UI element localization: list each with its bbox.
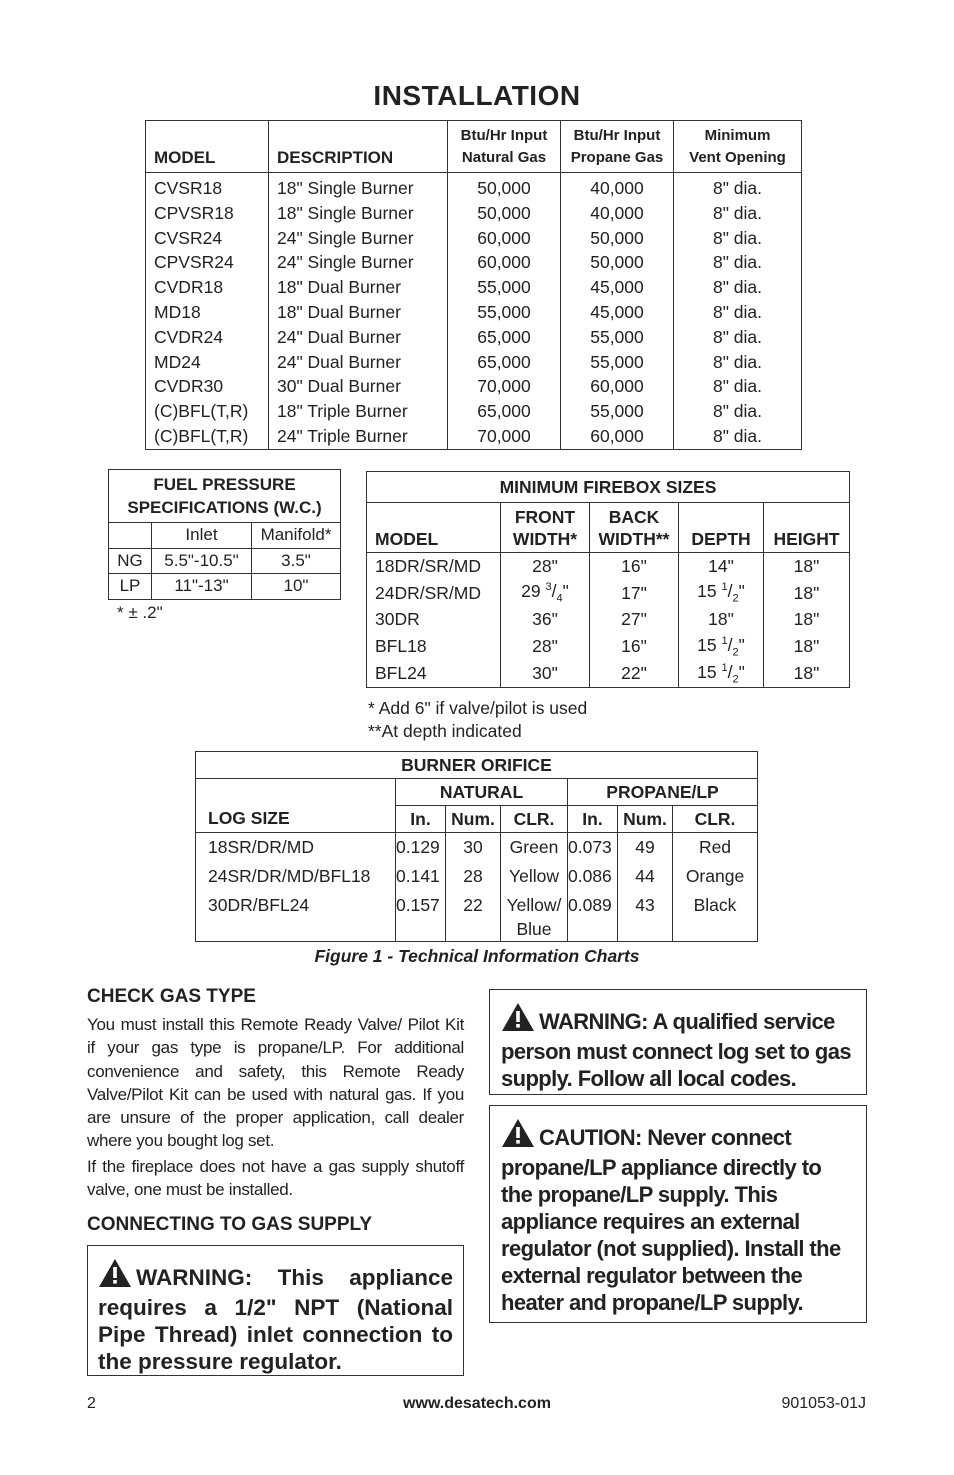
fraction-slash: /	[727, 635, 733, 656]
nat-num-cell: 22	[446, 891, 501, 942]
vent-cell: 8" dia.	[674, 250, 802, 275]
model-cell: MD18	[154, 301, 201, 322]
col-description: DESCRIPTION	[269, 121, 448, 173]
nat-clr-cell	[501, 891, 568, 942]
log-size-cell: 30DR/BFL24	[208, 895, 310, 915]
description-cell: 30" Dual Burner	[269, 374, 448, 399]
fraction-slash: /	[727, 581, 733, 602]
depth-cell	[679, 633, 764, 660]
table-row	[146, 275, 802, 300]
nat-clr-cell: Yellow	[501, 862, 568, 891]
inlet-cell: 11"-13"	[152, 574, 252, 600]
height-cell: 18"	[764, 553, 850, 580]
model-cell: (C)BFL(T,R)	[154, 425, 249, 446]
log-size-cell: 24SR/DR/MD/BFL18	[208, 866, 371, 886]
btu-natural-cell: 65,000	[448, 350, 561, 375]
col-depth: DEPTH	[679, 503, 764, 553]
table-row	[146, 325, 802, 350]
inlet-cell: 5.5"-10.5"	[152, 548, 252, 574]
description-cell: 24" Dual Burner	[269, 350, 448, 375]
depth-cell: 14"	[679, 553, 764, 580]
fuel-note: * ± .2"	[117, 603, 163, 622]
front-width-cell: 36"	[501, 607, 590, 634]
manifold-cell: 10"	[252, 574, 341, 600]
burner-orifice-table	[195, 751, 758, 942]
front-width-cell	[501, 580, 590, 607]
col-front-width: FRONT WIDTH*	[501, 503, 590, 553]
propane-caution-box	[489, 1105, 867, 1323]
description-cell: 18" Single Burner	[269, 173, 448, 201]
table-row	[367, 607, 850, 634]
back-width-cell: 22"	[590, 660, 679, 687]
fraction-numerator: 1	[721, 581, 728, 594]
description-cell: 24" Single Burner	[269, 250, 448, 275]
btu-natural-cell: 65,000	[448, 325, 561, 350]
check-gas-para-2: If the fireplace does not have a gas supply shutoff valve, one must be installed.	[87, 1157, 464, 1200]
fb-model-cell: 24DR/SR/MD	[375, 582, 481, 603]
log-size-cell: 18SR/DR/MD	[208, 837, 314, 857]
height-cell: 18"	[764, 607, 850, 634]
figure-caption: Figure 1 - Technical Information Charts	[314, 946, 640, 966]
model-cell: MD24	[154, 351, 201, 372]
description-cell: 24" Single Burner	[269, 226, 448, 251]
document-number: 901053-01J	[781, 1395, 866, 1412]
btu-propane-cell: 55,000	[561, 399, 674, 424]
col-inlet: Inlet	[152, 523, 252, 549]
inch-mark: "	[738, 635, 745, 656]
propane-caution-text: CAUTION: Never connect propane/LP appliance directly to the propane/LP supply. This appliance requires an external regulator (not supplied). Install the external regulator between the heater and propane/LP supply.	[501, 1125, 841, 1315]
fraction-denominator: 2	[732, 673, 739, 686]
btu-propane-cell: 45,000	[561, 275, 674, 300]
table-row	[146, 173, 802, 201]
nat-num-cell: 28	[446, 862, 501, 891]
col-fb-model: MODEL	[367, 503, 501, 553]
btu-propane-cell: 55,000	[561, 325, 674, 350]
clr-line-2: Blue	[516, 919, 552, 939]
inch-mark: "	[738, 581, 745, 602]
front-width-cell: 28"	[501, 633, 590, 660]
btu-natural-cell: 65,000	[448, 399, 561, 424]
nat-num-cell: 30	[446, 833, 501, 863]
fb-model-cell: 30DR	[375, 609, 420, 630]
col-vent-opening: Minimum Vent Opening	[674, 121, 802, 173]
lp-in-cell: 0.073	[568, 833, 618, 863]
model-cell: CVSR18	[154, 178, 223, 198]
model-cell: CVDR18	[154, 277, 224, 298]
lp-num-cell: 49	[618, 833, 673, 863]
npt-warning-text: WARNING: This appliance requires a 1/2" NPT (National Pipe Thread) inlet connection to the pressure regulator.	[98, 1265, 453, 1374]
vent-cell: 8" dia.	[674, 226, 802, 251]
fraction-denominator: 2	[732, 592, 739, 605]
fuel-empty-cell	[109, 523, 152, 549]
btu-propane-cell: 60,000	[561, 374, 674, 399]
installation-table-body	[146, 173, 802, 450]
page-title: INSTALLATION	[373, 80, 581, 111]
btu-natural-cell: 70,000	[448, 374, 561, 399]
fraction-numerator: 3	[545, 581, 552, 594]
fuel-pressure-table	[108, 469, 341, 600]
fraction-whole: 15	[697, 581, 717, 602]
vent-cell: 8" dia.	[674, 300, 802, 325]
model-cell: CPVSR24	[154, 252, 234, 273]
fraction-numerator: 1	[721, 662, 728, 674]
check-gas-para-1: You must install this Remote Ready Valve/ Pilot Kit if your gas type is propane/LP. For additional convenience and safety, this Remote Ready Valve/Pilot Kit can be used with natural gas. If you are unsure of the proper application, call dealer where you bought log set.	[87, 1015, 464, 1151]
height-cell: 18"	[764, 633, 850, 660]
table-row	[146, 374, 802, 399]
lp-in-cell: 0.089	[568, 891, 618, 942]
col-manifold: Manifold*	[252, 523, 341, 549]
btu-natural-cell: 60,000	[448, 250, 561, 275]
lp-clr-cell: Orange	[673, 862, 758, 891]
depth-cell	[679, 660, 764, 687]
col-log-size: LOG SIZE	[196, 806, 396, 833]
qualified-service-warning-box	[489, 989, 867, 1095]
table-row	[109, 548, 341, 574]
col-model: MODEL	[146, 121, 269, 173]
lp-clr-cell: Black	[673, 891, 758, 942]
fraction-denominator: 2	[732, 646, 739, 659]
orifice-propane: PROPANE/LP	[568, 779, 758, 806]
depth-cell	[679, 580, 764, 607]
description-cell: 24" Triple Burner	[269, 424, 448, 449]
depth-cell: 18"	[679, 607, 764, 634]
lp-num-cell: 44	[618, 862, 673, 891]
footer-url[interactable]: www.desatech.com	[403, 1395, 551, 1412]
vent-cell: 8" dia.	[674, 424, 802, 449]
warning-triangle-icon	[501, 1118, 535, 1154]
qualified-service-warning-text: WARNING: A qualified service person must connect log set to gas supply. Follow all local codes.	[501, 1009, 851, 1091]
gas-cell: LP	[109, 574, 152, 600]
description-cell: 18" Dual Burner	[269, 275, 448, 300]
check-gas-heading: CHECK GAS TYPE	[87, 986, 256, 1007]
btu-propane-cell: 50,000	[561, 250, 674, 275]
firebox-notes	[368, 697, 587, 743]
back-width-cell: 27"	[590, 607, 679, 634]
connecting-heading: CONNECTING TO GAS SUPPLY	[87, 1214, 373, 1235]
btu-propane-cell: 45,000	[561, 300, 674, 325]
vent-cell: 8" dia.	[674, 374, 802, 399]
table-row	[146, 300, 802, 325]
col-back-width: BACK WIDTH**	[590, 503, 679, 553]
height-cell: 18"	[764, 580, 850, 607]
fraction-slash: /	[727, 661, 733, 682]
lp-clr-cell: Red	[673, 833, 758, 863]
model-cell: (C)BFL(T,R)	[154, 401, 249, 422]
fb-model-cell: BFL24	[375, 663, 427, 684]
btu-propane-cell: 50,000	[561, 226, 674, 251]
inch-mark: "	[738, 661, 745, 682]
col-lp-clr: CLR.	[673, 806, 758, 833]
height-cell: 18"	[764, 660, 850, 687]
col-nat-clr: CLR.	[501, 806, 568, 833]
vent-cell: 8" dia.	[674, 399, 802, 424]
fraction-whole: 15	[697, 635, 717, 656]
table-row	[146, 424, 802, 449]
fb-model-cell: BFL18	[375, 636, 427, 657]
orifice-blank	[196, 779, 396, 806]
col-lp-num: Num.	[618, 806, 673, 833]
table-row	[146, 350, 802, 375]
firebox-title: MINIMUM FIREBOX SIZES	[367, 472, 850, 503]
table-row	[196, 891, 758, 942]
table-row	[196, 833, 758, 863]
firebox-note-2: **At depth indicated	[368, 721, 522, 741]
description-cell: 18" Dual Burner	[269, 300, 448, 325]
col-nat-in: In.	[396, 806, 446, 833]
back-width-cell: 16"	[590, 553, 679, 580]
table-row	[109, 574, 341, 600]
table-row	[146, 201, 802, 226]
firebox-note-1: * Add 6" if valve/pilot is used	[368, 698, 588, 718]
fuel-pressure-title: FUEL PRESSURE SPECIFICATIONS (W.C.)	[109, 470, 341, 523]
gas-cell: NG	[109, 548, 152, 574]
model-cell: CPVSR18	[154, 202, 234, 223]
orifice-title: BURNER ORIFICE	[196, 752, 758, 779]
btu-natural-cell: 70,000	[448, 424, 561, 449]
nat-clr-cell: Green	[501, 833, 568, 863]
btu-propane-cell: 40,000	[561, 201, 674, 226]
inch-mark: "	[562, 581, 569, 602]
installation-table	[145, 120, 802, 450]
model-cell: CVDR24	[154, 326, 224, 347]
btu-propane-cell: 40,000	[561, 173, 674, 201]
btu-natural-cell: 50,000	[448, 201, 561, 226]
warning-triangle-icon	[98, 1258, 132, 1294]
description-cell: 18" Triple Burner	[269, 399, 448, 424]
fraction-numerator: 1	[721, 635, 728, 648]
col-btu-natural: Btu/Hr Input Natural Gas	[448, 121, 561, 173]
vent-cell: 8" dia.	[674, 275, 802, 300]
model-cell: CVDR30	[154, 376, 224, 397]
firebox-table	[366, 471, 850, 688]
table-row	[367, 660, 850, 687]
firebox-body	[367, 553, 850, 688]
fraction-denominator: 4	[556, 592, 563, 605]
btu-natural-cell: 55,000	[448, 300, 561, 325]
front-width-cell: 30"	[501, 660, 590, 687]
manifold-cell: 3.5"	[252, 548, 341, 574]
lp-in-cell: 0.086	[568, 862, 618, 891]
table-row	[146, 250, 802, 275]
vent-cell: 8" dia.	[674, 201, 802, 226]
front-width-cell: 28"	[501, 553, 590, 580]
vent-cell: 8" dia.	[674, 350, 802, 375]
back-width-cell: 16"	[590, 633, 679, 660]
table-row	[146, 226, 802, 251]
btu-natural-cell: 50,000	[448, 173, 561, 201]
nat-in-cell: 0.141	[396, 862, 446, 891]
vent-cell: 8" dia.	[674, 325, 802, 350]
table-row	[146, 399, 802, 424]
table-row	[367, 633, 850, 660]
table-row	[196, 862, 758, 891]
orifice-natural: NATURAL	[396, 779, 568, 806]
fuel-pressure-body	[109, 548, 341, 599]
btu-propane-cell: 60,000	[561, 424, 674, 449]
fraction-whole: 29	[521, 581, 541, 602]
table-row	[367, 553, 850, 580]
btu-natural-cell: 60,000	[448, 226, 561, 251]
back-width-cell: 17"	[590, 580, 679, 607]
nat-in-cell: 0.129	[396, 833, 446, 863]
col-lp-in: In.	[568, 806, 618, 833]
col-nat-num: Num.	[446, 806, 501, 833]
vent-cell: 8" dia.	[674, 173, 802, 201]
fraction-slash: /	[551, 581, 557, 602]
btu-propane-cell: 55,000	[561, 350, 674, 375]
npt-warning-box	[87, 1245, 464, 1376]
orifice-body	[196, 833, 758, 942]
model-cell: CVSR24	[154, 227, 223, 248]
fraction-whole: 15	[697, 661, 717, 682]
col-btu-propane: Btu/Hr Input Propane Gas	[561, 121, 674, 173]
lp-num-cell: 43	[618, 891, 673, 942]
clr-line-1: Yellow/	[506, 895, 562, 915]
table-row	[367, 580, 850, 607]
fb-model-cell: 18DR/SR/MD	[375, 555, 481, 576]
description-cell: 24" Dual Burner	[269, 325, 448, 350]
nat-in-cell: 0.157	[396, 891, 446, 942]
page-number: 2	[87, 1395, 96, 1412]
btu-natural-cell: 55,000	[448, 275, 561, 300]
warning-triangle-icon	[501, 1002, 535, 1038]
description-cell: 18" Single Burner	[269, 201, 448, 226]
col-height: HEIGHT	[764, 503, 850, 553]
